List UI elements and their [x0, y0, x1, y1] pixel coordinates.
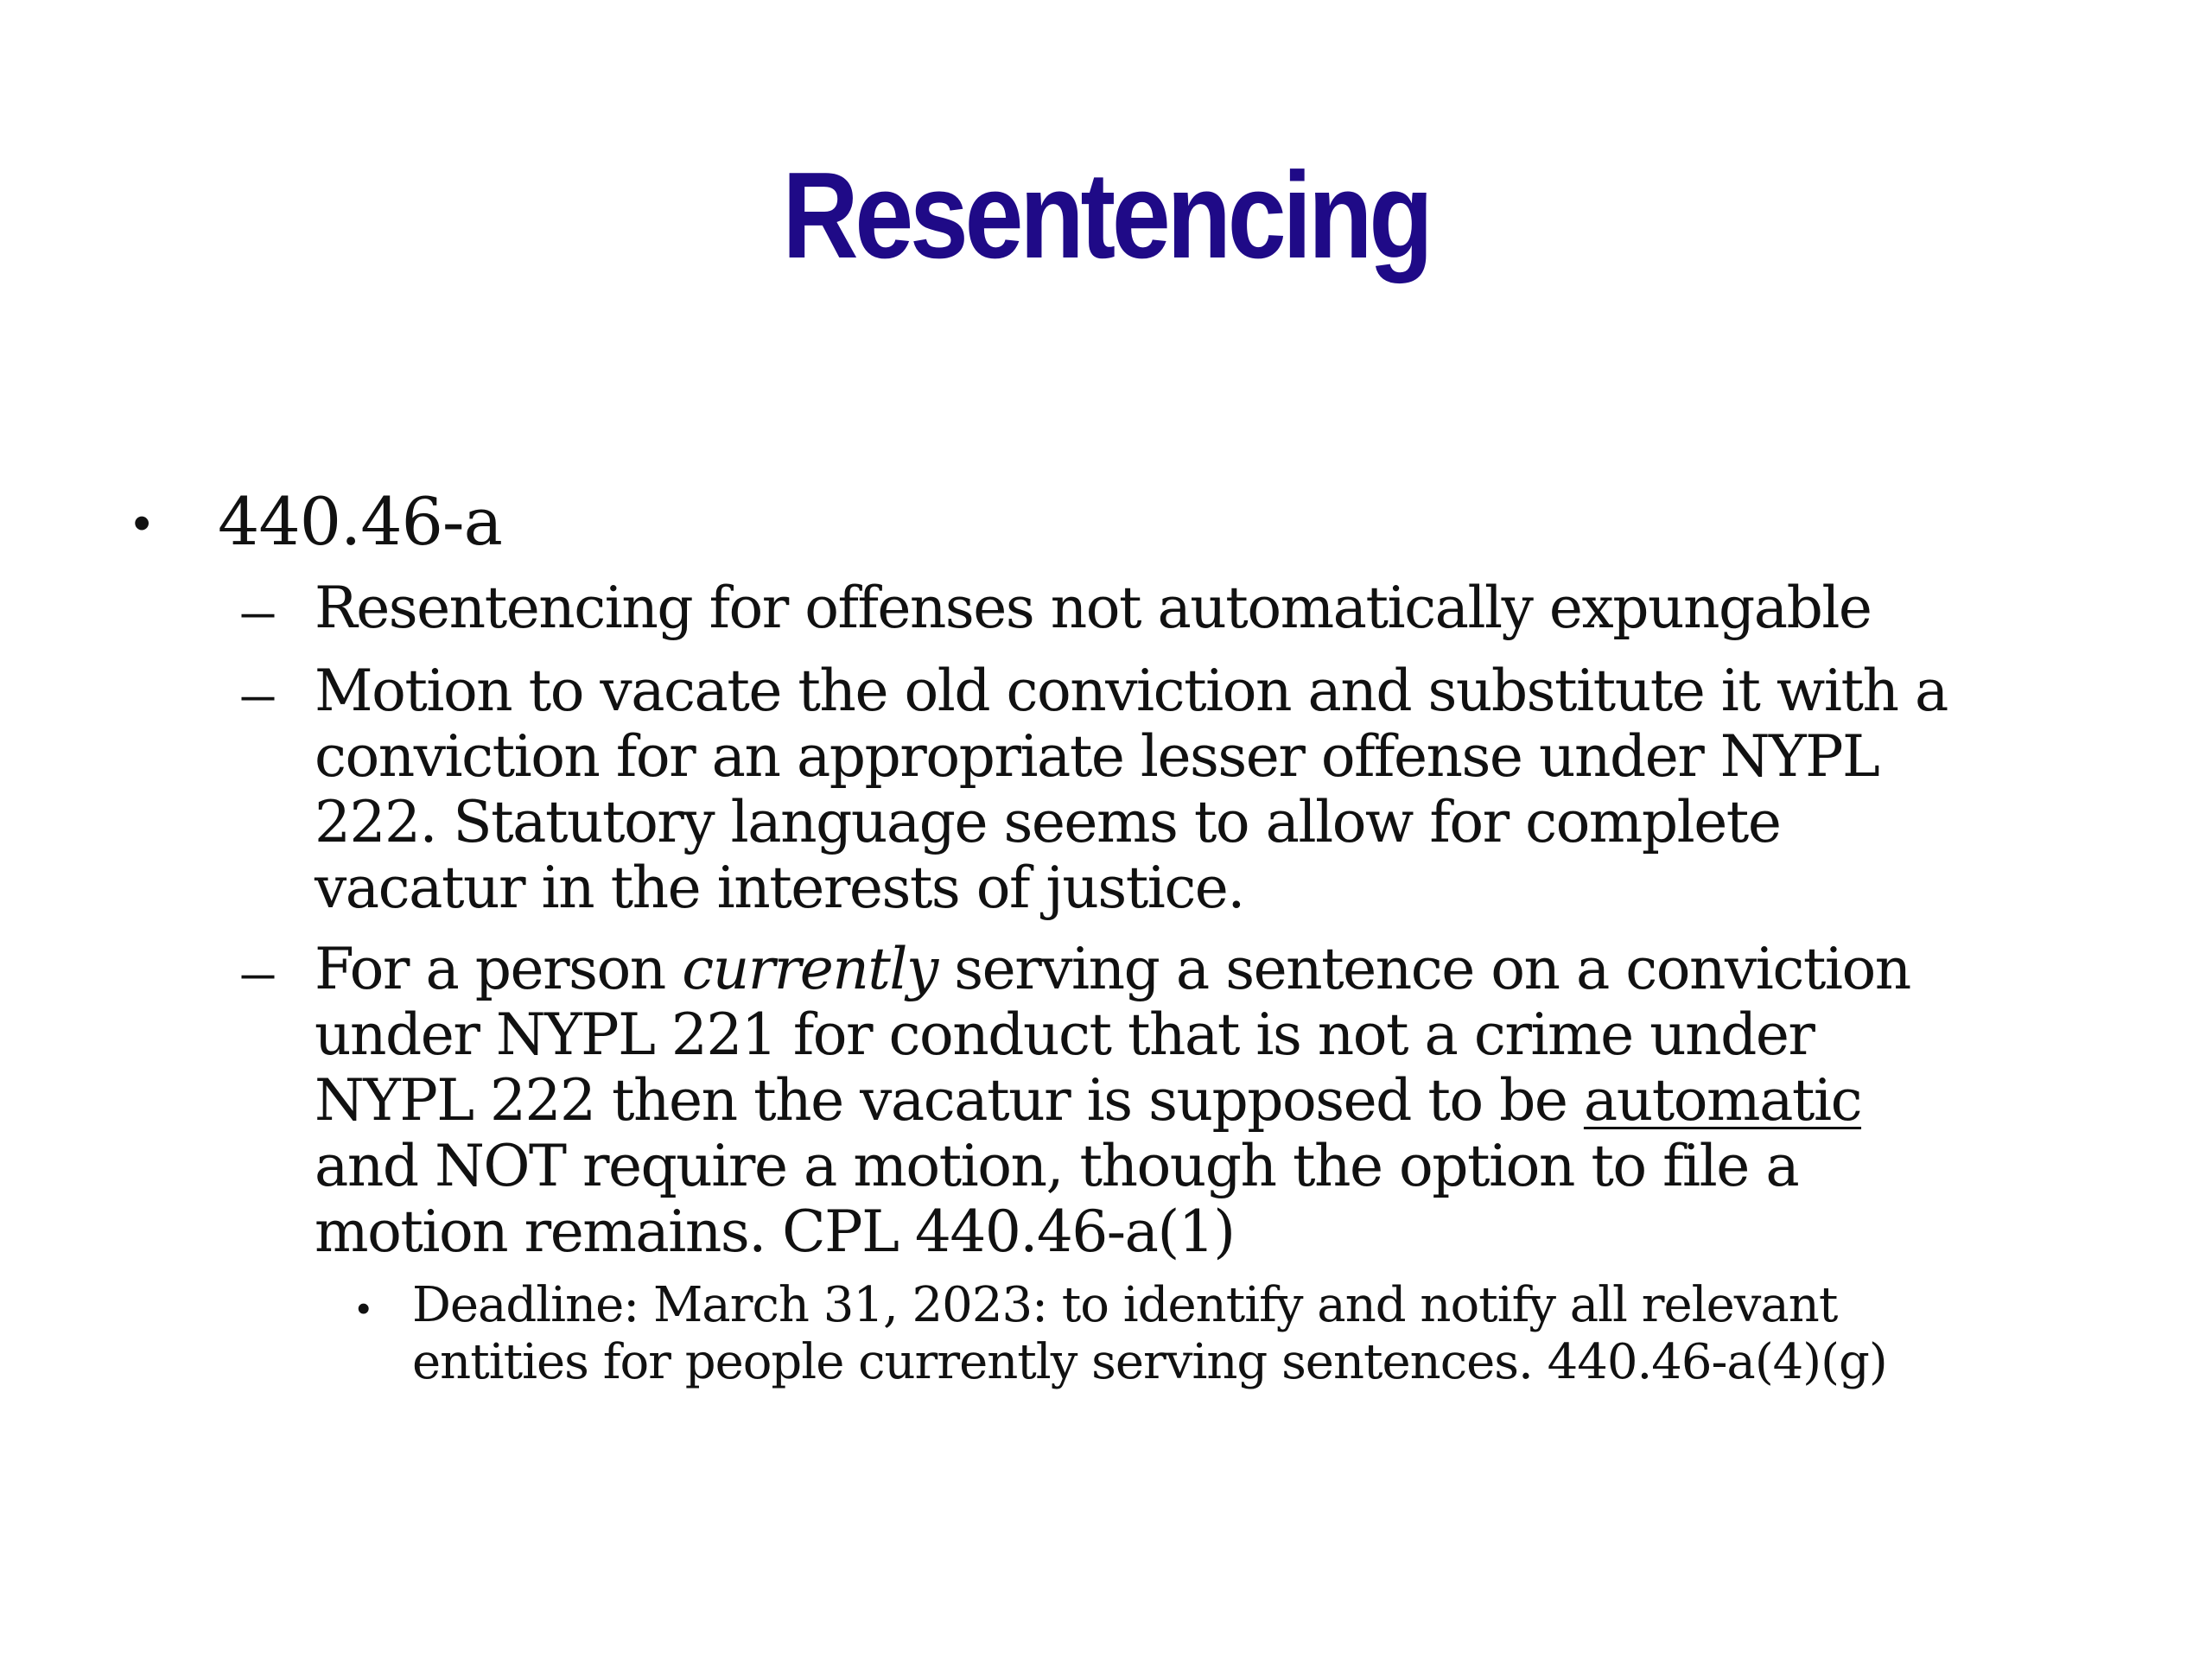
- sub-bullet-3-line-4: and NOT require a motion, though the option to file a: [315, 1133, 1799, 1199]
- underlined-text: automatic: [1583, 1067, 1862, 1134]
- sub-bullet-3-line-5: motion remains. CPL 440.46-a(1): [315, 1198, 1235, 1265]
- sub-bullet-3: [315, 937, 2112, 1265]
- bullet-icon: •: [133, 495, 151, 551]
- sub-bullet-3-line-1: [315, 937, 2112, 1002]
- sub-bullet-1-line-1: Resentencing for offenses not automatically expungable: [315, 575, 1872, 641]
- sub-bullet-2-line-2: conviction for an appropriate lesser offense under NYPL: [315, 723, 1879, 790]
- dash-icon: –: [242, 658, 274, 728]
- sub-sub-bullet-1: [412, 1277, 1887, 1391]
- bullet-level1-text: 440.46-a: [218, 483, 502, 560]
- sub-bullet-2-line-4: vacatur in the interests of justice.: [315, 855, 1244, 921]
- emphasized-text: currently: [682, 936, 938, 1002]
- text-segment: NYPL 222 then the vacatur is supposed to be: [315, 1067, 1584, 1134]
- dash-icon: –: [242, 575, 274, 645]
- slide-title: Resentencing: [782, 147, 1430, 284]
- text-segment: serving a sentence on a conviction: [937, 936, 1910, 1002]
- sub-sub-bullet-1-line-2: entities for people currently serving sentences. 440.46-a(4)(g): [412, 1334, 1887, 1390]
- sub-bullet-2-line-3: 222. Statutory language seems to allow for complete: [315, 789, 1781, 855]
- sub-sub-bullet-1-line-1: Deadline: March 31, 2023: to identify and notify all relevant: [412, 1277, 1838, 1333]
- sub-bullet-3-line-3: [315, 1068, 2112, 1134]
- sub-bullet-3-line-2: under NYPL 221 for conduct that is not a crime under: [315, 1001, 1815, 1068]
- text-segment: For a person: [315, 936, 683, 1002]
- bullet-icon: •: [357, 1287, 371, 1330]
- sub-bullet-2-line-1: Motion to vacate the old conviction and substitute it with a: [315, 658, 1948, 724]
- dash-icon: –: [242, 936, 274, 1007]
- sub-bullet-1: [315, 575, 2112, 641]
- sub-bullet-2: [315, 658, 2112, 921]
